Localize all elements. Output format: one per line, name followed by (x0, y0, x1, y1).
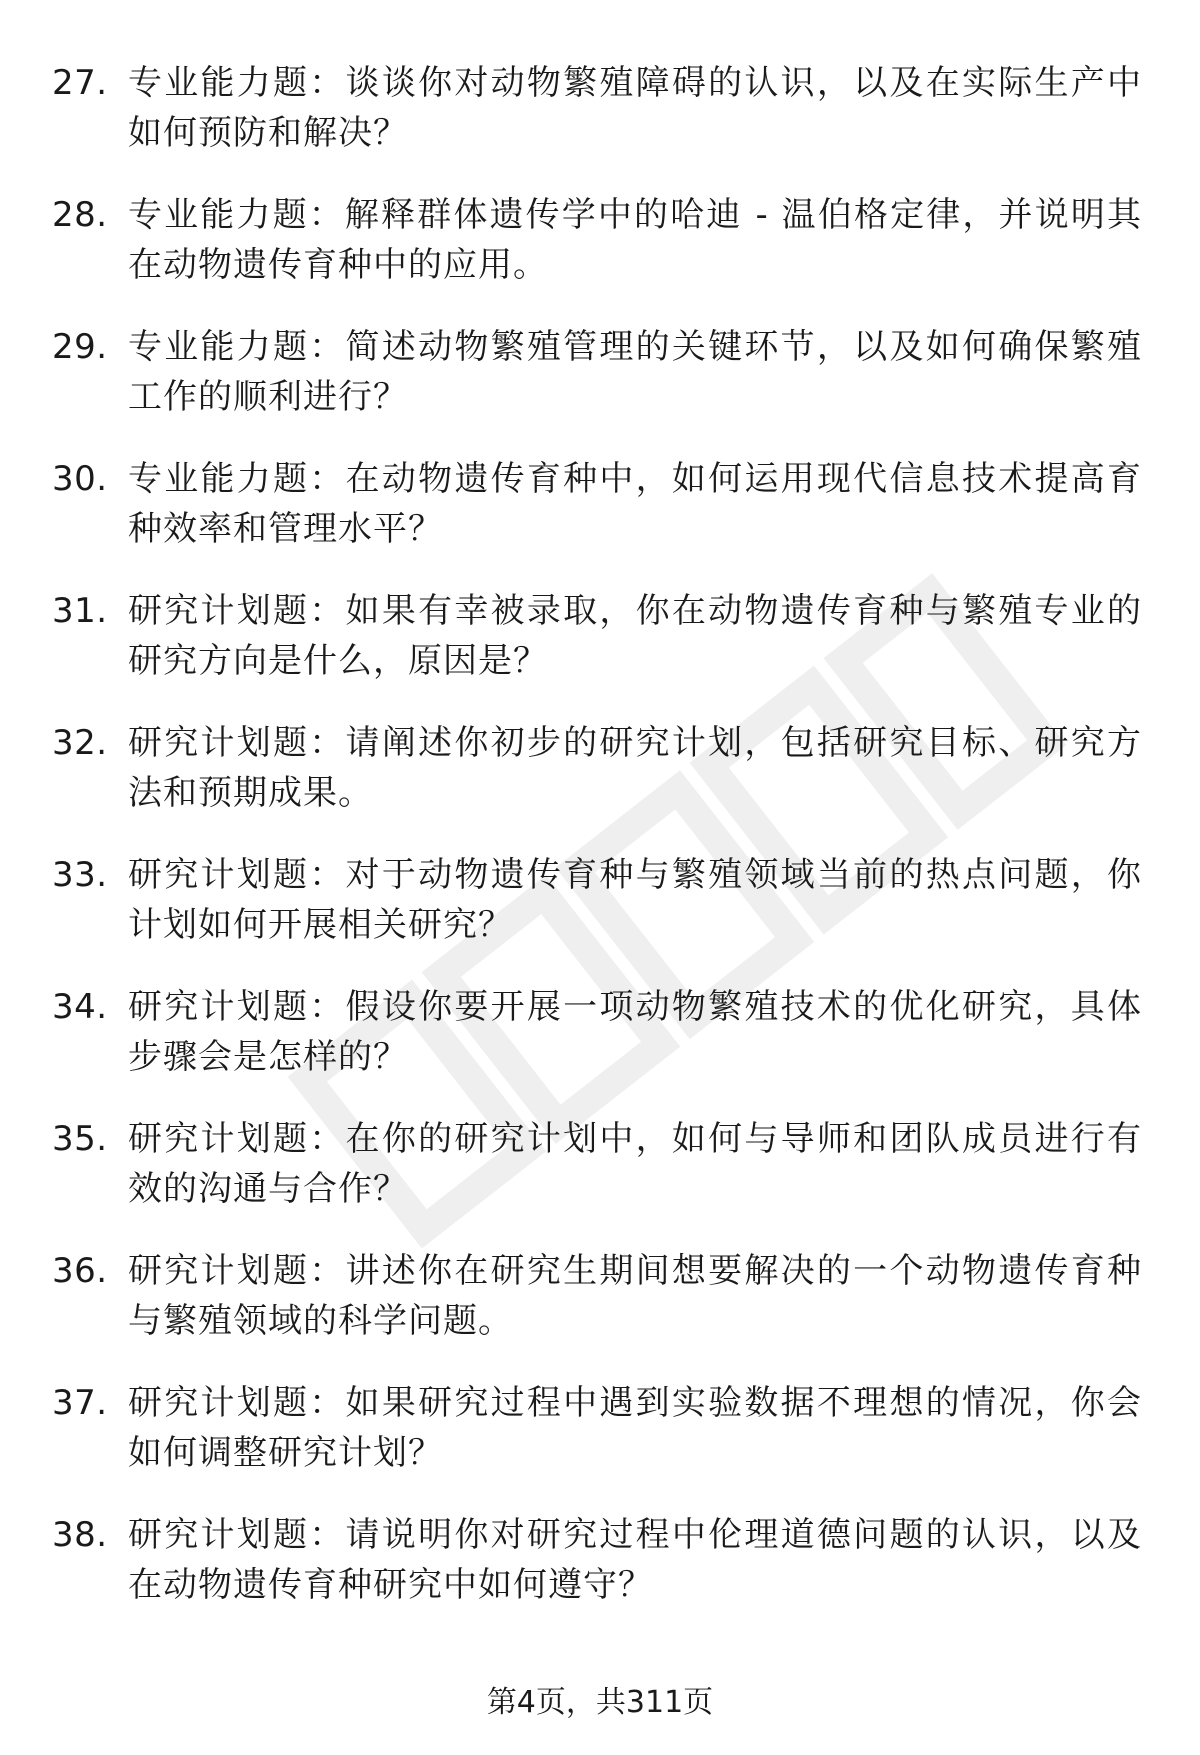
question-number: 35. (52, 1119, 108, 1159)
question-number: 31. (52, 591, 108, 631)
page-number-footer: 第4页，共311页 (486, 1685, 714, 1720)
question-item (52, 586, 1142, 718)
question-item (52, 1246, 1142, 1378)
question-text: 研究计划题：如果研究过程中遇到实验数据不理想的情况，你会如何调整研究计划？ (128, 1383, 1142, 1473)
question-item (52, 982, 1142, 1114)
question-item (52, 1378, 1142, 1510)
question-number: 36. (52, 1251, 108, 1291)
question-text: 研究计划题：在你的研究计划中，如何与导师和团队成员进行有效的沟通与合作？ (128, 1119, 1142, 1209)
question-number: 32. (52, 723, 108, 763)
question-number: 29. (52, 327, 108, 367)
question-item (52, 1510, 1142, 1642)
question-number: 38. (52, 1515, 108, 1555)
question-text: 研究计划题：如果有幸被录取，你在动物遗传育种与繁殖专业的研究方向是什么，原因是？ (128, 591, 1142, 681)
question-text: 研究计划题：假设你要开展一项动物繁殖技术的优化研究，具体步骤会是怎样的？ (128, 987, 1142, 1077)
question-number: 30. (52, 459, 108, 499)
question-item (52, 850, 1142, 982)
question-list (52, 58, 1142, 1642)
question-text: 研究计划题：请阐述你初步的研究计划，包括研究目标、研究方法和预期成果。 (128, 723, 1142, 813)
question-text: 专业能力题：简述动物繁殖管理的关键环节，以及如何确保繁殖工作的顺利进行？ (128, 327, 1142, 417)
question-item (52, 454, 1142, 586)
question-item (52, 58, 1142, 190)
question-text: 研究计划题：对于动物遗传育种与繁殖领域当前的热点问题，你计划如何开展相关研究？ (128, 855, 1142, 945)
question-text: 研究计划题：讲述你在研究生期间想要解决的一个动物遗传育种与繁殖领域的科学问题。 (128, 1251, 1142, 1341)
question-number: 28. (52, 195, 108, 235)
question-text: 研究计划题：请说明你对研究过程中伦理道德问题的认识，以及在动物遗传育种研究中如何遵守？ (128, 1515, 1142, 1605)
question-item (52, 190, 1142, 322)
question-item (52, 322, 1142, 454)
question-text: 专业能力题：谈谈你对动物繁殖障碍的认识，以及在实际生产中如何预防和解决？ (128, 63, 1142, 153)
question-number: 34. (52, 987, 108, 1027)
question-number: 37. (52, 1383, 108, 1423)
question-number: 33. (52, 855, 108, 895)
question-item (52, 718, 1142, 850)
question-number: 27. (52, 63, 108, 103)
question-item (52, 1114, 1142, 1246)
question-text: 专业能力题：在动物遗传育种中，如何运用现代信息技术提高育种效率和管理水平？ (128, 459, 1142, 549)
question-text: 专业能力题：解释群体遗传学中的哈迪 - 温伯格定律，并说明其在动物遗传育种中的应用。 (128, 195, 1142, 285)
